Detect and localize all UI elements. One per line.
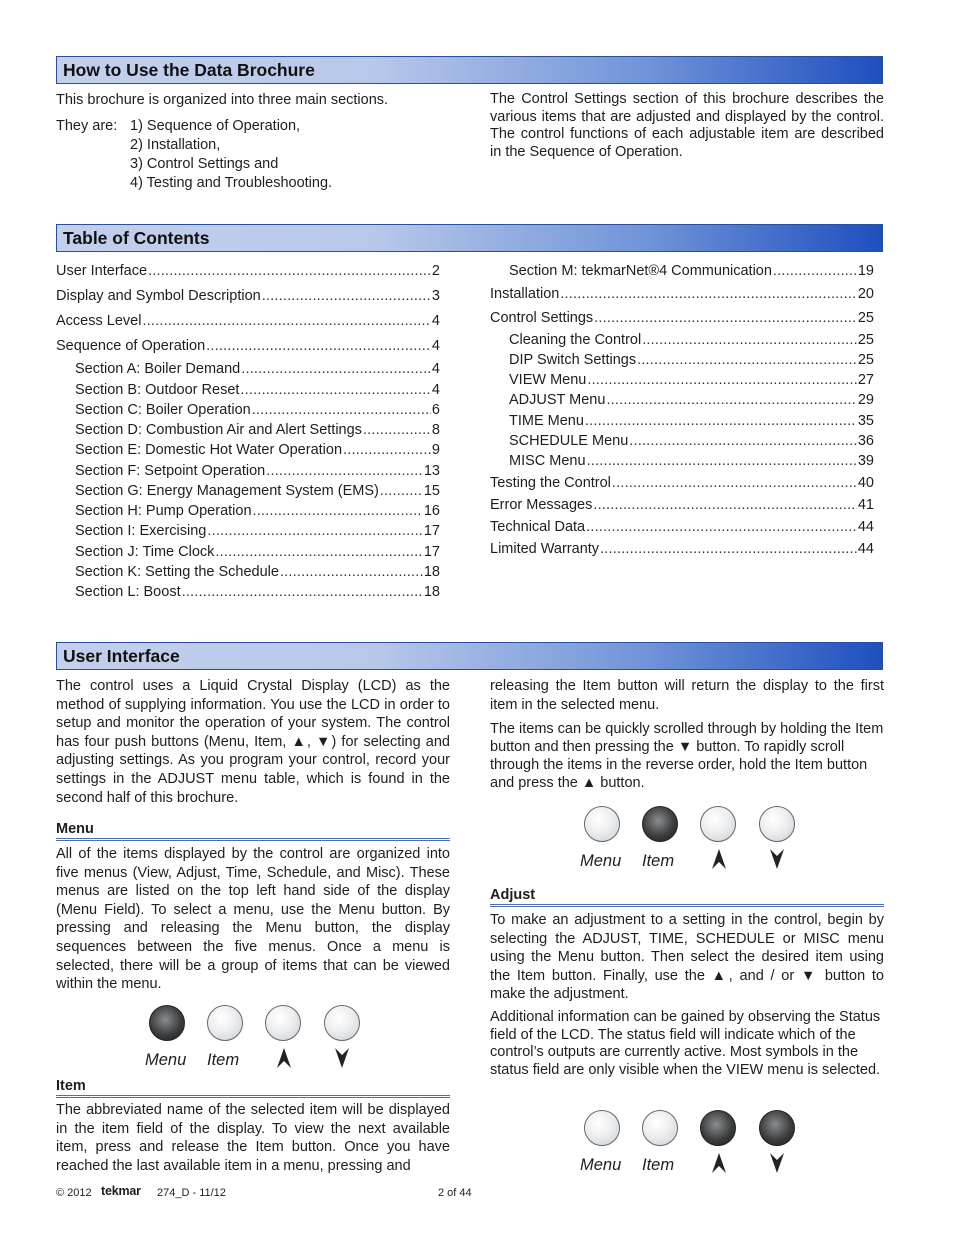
toc-entry-title: Testing the Control (490, 475, 611, 491)
toc-entry-page: 4 (431, 382, 440, 398)
up-button (265, 1005, 301, 1041)
toc-entry-title: Section H: Pump Operation (75, 503, 252, 519)
howto-item-2: 2) Installation, (130, 137, 221, 153)
right-toc-entry (509, 432, 874, 450)
left-toc-entry (75, 543, 440, 561)
button-diagram-item (575, 801, 805, 876)
footer-copyright: © 2012 (56, 1187, 92, 1199)
ui-right-paragraph-2: The items can be quickly scrolled through by holding the Item button and then pressing the ▼ button. To rapidly scroll through the items in the reverse order, hold the Item button and press the ▲ button. (490, 721, 884, 791)
toc-dot-leader (594, 309, 857, 327)
toc-entry-title: DIP Switch Settings (509, 352, 637, 368)
toc-entry-page: 4 (431, 313, 440, 329)
toc-dot-leader (262, 287, 431, 305)
left-toc-entry (56, 287, 440, 305)
toc-entry-page: 18 (423, 584, 440, 600)
button-diagram-menu (140, 1000, 370, 1075)
toc-entry-page: 4 (431, 361, 440, 377)
toc-dot-leader (587, 371, 857, 389)
menu-button (584, 806, 620, 842)
toc-entry-title: Installation (490, 286, 560, 302)
toc-entry-page: 17 (423, 544, 440, 560)
howto-heading: How to Use the Data Brochure (56, 56, 883, 84)
ui-heading: User Interface (56, 642, 883, 670)
menu-subheading: Menu (56, 821, 94, 837)
toc-entry-page: 36 (857, 433, 874, 449)
down-button (759, 806, 795, 842)
item-button (642, 1110, 678, 1146)
toc-entry-page: 3 (431, 288, 440, 304)
up-arrow-icon (711, 849, 727, 869)
right-toc-entry (490, 309, 874, 327)
toc-entry-page: 13 (423, 463, 440, 479)
howto-intro: This brochure is organized into three main sections. (56, 92, 389, 108)
right-toc-entry (509, 452, 874, 470)
down-arrow-icon (334, 1048, 350, 1068)
toc-entry-page: 44 (857, 541, 874, 557)
toc-dot-leader (585, 412, 857, 430)
toc-entry-title: ADJUST Menu (509, 392, 606, 408)
right-toc-entry (490, 285, 874, 303)
toc-entry-page: 16 (423, 503, 440, 519)
toc-entry-page: 2 (431, 263, 440, 279)
toc-entry-title: Section L: Boost (75, 584, 181, 600)
toc-entry-page: 39 (857, 453, 874, 469)
right-toc-entry (509, 371, 874, 389)
ui-intro-paragraph: The control uses a Liquid Crystal Display (LCD) as the method of supplying information. You use the LCD in order to setup and monitor the operation of your system. The control has four push buttons (Menu, Item, ▲, ▼) for selecting and adjusting settings. As you program your control, record your settings in the ADJUST menu table, which is found in the second half of this brochure. (56, 678, 450, 806)
toc-entry-title: Cleaning the Control (509, 332, 642, 348)
right-toc-entry (509, 262, 874, 280)
toc-dot-leader (241, 360, 431, 378)
toc-entry-title: Section B: Outdoor Reset (75, 382, 240, 398)
left-toc-entry (75, 502, 440, 520)
toc-entry-title: Error Messages (490, 497, 593, 513)
item-paragraph: The abbreviated name of the selected item will be displayed in the item field of the display. To view the next available item, press and release the Item button. Once you have reached the last available item in a menu, pressing and (56, 1102, 450, 1174)
menu-paragraph: All of the items displayed by the control are organized into five menus (View, Adjust, Time, Schedule, and Misc). These menus are listed on the top left hand side of the display (Menu Field). To select a menu, use the Menu button. By pressing and releasing the Menu button, the display sequences between the five menus. Once a menu is selected, there will be a group of items that can be viewed within the menu. (56, 846, 450, 993)
toc-dot-leader (280, 563, 423, 581)
toc-dot-leader (612, 474, 857, 492)
right-toc-entry (509, 351, 874, 369)
toc-entry-title: Section G: Energy Management System (EMS) (75, 483, 379, 499)
up-button (700, 806, 736, 842)
toc-entry-title: Section M: tekmarNet®4 Communication (509, 263, 772, 279)
toc-entry-title: Section J: Time Clock (75, 544, 215, 560)
right-toc-entry (509, 331, 874, 349)
toc-entry-page: 41 (857, 497, 874, 513)
adjust-subheading: Adjust (490, 887, 536, 903)
howto-item-4: 4) Testing and Troubleshooting. (130, 175, 333, 191)
toc-dot-leader (142, 312, 430, 330)
toc-entry-title: Section D: Combustion Air and Alert Settings (75, 422, 362, 438)
button-diagram-adjust (575, 1105, 805, 1180)
item-rule (56, 1095, 450, 1098)
howto-right-paragraph: The Control Settings section of this brochure describes the various items that are adjusted and displayed by the control. The control functions of each adjustable item are described in the Sequence of Operation. (490, 91, 884, 160)
left-toc-entry (75, 381, 440, 399)
down-button (759, 1110, 795, 1146)
toc-entry-title: Technical Data (490, 519, 586, 535)
toc-dot-leader (629, 432, 857, 450)
down-arrow-icon (769, 849, 785, 869)
left-toc-entry (75, 360, 440, 378)
toc-entry-page: 8 (431, 422, 440, 438)
toc-dot-leader (606, 391, 856, 409)
howto-item-1: 1) Sequence of Operation, (130, 118, 301, 134)
toc-dot-leader (206, 337, 431, 355)
toc-dot-leader (587, 452, 857, 470)
toc-entry-title: User Interface (56, 263, 148, 279)
right-toc-entry (490, 496, 874, 514)
toc-entry-title: Section C: Boiler Operation (75, 402, 251, 418)
menu-button (584, 1110, 620, 1146)
footer-page-number: 2 of 44 (438, 1187, 472, 1199)
toc-dot-leader (182, 583, 423, 601)
toc-dot-leader (363, 421, 431, 439)
left-toc-entry (75, 563, 440, 581)
toc-entry-title: Limited Warranty (490, 541, 600, 557)
toc-entry-page: 25 (857, 352, 874, 368)
menu-button-label: Menu (580, 852, 622, 870)
toc-entry-title: Control Settings (490, 310, 594, 326)
item-button (642, 806, 678, 842)
left-toc-entry (56, 312, 440, 330)
toc-dot-leader (148, 262, 431, 280)
down-button (324, 1005, 360, 1041)
toc-dot-leader (343, 441, 431, 459)
toc-entry-page: 6 (431, 402, 440, 418)
toc-dot-leader (207, 522, 422, 540)
adjust-paragraph-1: To make an adjustment to a setting in the control, begin by selecting the ADJUST, TIME, SCHEDULE or MISC menu using the Menu button. Then select the desired item using the Item button. Finally, use the ▲, and / or ▼ button to make the adjustment. (490, 912, 884, 1003)
toc-entry-page: 25 (857, 310, 874, 326)
toc-entry-title: Section A: Boiler Demand (75, 361, 241, 377)
toc-entry-page: 40 (857, 475, 874, 491)
right-toc-entry (490, 518, 874, 536)
toc-entry-title: VIEW Menu (509, 372, 587, 388)
toc-dot-leader (252, 401, 431, 419)
toc-entry-page: 29 (857, 392, 874, 408)
toc-entry-title: Section F: Setpoint Operation (75, 463, 266, 479)
item-button-label: Item (642, 852, 675, 870)
menu-rule (56, 838, 450, 841)
left-toc-entry (75, 441, 440, 459)
toc-entry-title: Access Level (56, 313, 142, 329)
up-arrow-icon (276, 1048, 292, 1068)
toc-dot-leader (642, 331, 857, 349)
item-subheading: Item (56, 1078, 86, 1094)
toc-dot-leader (380, 482, 423, 500)
toc-entry-page: 35 (857, 413, 874, 429)
toc-dot-leader (253, 502, 423, 520)
menu-button-label: Menu (145, 1051, 187, 1069)
toc-dot-leader (637, 351, 857, 369)
toc-entry-title: Sequence of Operation (56, 338, 206, 354)
toc-entry-title: Display and Symbol Description (56, 288, 261, 304)
howto-they-are: They are: (56, 118, 118, 134)
toc-entry-page: 15 (423, 483, 440, 499)
item-button (207, 1005, 243, 1041)
howto-item-3: 3) Control Settings and (130, 156, 279, 172)
toc-entry-page: 27 (857, 372, 874, 388)
up-button (700, 1110, 736, 1146)
left-toc-entry (75, 482, 440, 500)
right-toc-entry (509, 412, 874, 430)
item-button-label: Item (207, 1051, 240, 1069)
toc-entry-title: Section E: Domestic Hot Water Operation (75, 442, 343, 458)
menu-button-label: Menu (580, 1156, 622, 1174)
toc-dot-leader (773, 262, 857, 280)
toc-entry-title: TIME Menu (509, 413, 584, 429)
adjust-paragraph-2: Additional information can be gained by observing the Status field of the LCD. The status field will indicate which of the control’s outputs are currently active. Most symbols in the status field are only visible when the VIEW menu is selected. (490, 1009, 881, 1078)
toc-entry-page: 9 (431, 442, 440, 458)
toc-entry-page: 19 (857, 263, 874, 279)
left-toc-entry (56, 337, 440, 355)
toc-dot-leader (215, 543, 422, 561)
footer-brand-logo: tekmar (101, 1184, 141, 1198)
toc-entry-page: 17 (423, 523, 440, 539)
toc-dot-leader (560, 285, 857, 303)
toc-entry-page: 25 (857, 332, 874, 348)
toc-dot-leader (266, 462, 423, 480)
toc-heading: Table of Contents (56, 224, 883, 252)
right-toc-entry (509, 391, 874, 409)
toc-entry-title: Section I: Exercising (75, 523, 207, 539)
toc-entry-title: SCHEDULE Menu (509, 433, 629, 449)
toc-entry-title: Section K: Setting the Schedule (75, 564, 279, 580)
toc-entry-title: MISC Menu (509, 453, 586, 469)
left-toc-entry (75, 421, 440, 439)
left-toc-entry (56, 262, 440, 280)
toc-entry-page: 44 (857, 519, 874, 535)
ui-right-paragraph-1: releasing the Item button will return the display to the first item in the selected menu. (490, 678, 884, 713)
toc-entry-page: 4 (431, 338, 440, 354)
toc-dot-leader (240, 381, 431, 399)
adjust-rule (490, 904, 884, 907)
toc-dot-leader (593, 496, 857, 514)
toc-entry-page: 20 (857, 286, 874, 302)
menu-button (149, 1005, 185, 1041)
left-toc-entry (75, 583, 440, 601)
down-arrow-icon (769, 1153, 785, 1173)
right-toc-entry (490, 474, 874, 492)
right-toc-entry (490, 540, 874, 558)
toc-entry-page: 18 (423, 564, 440, 580)
toc-dot-leader (600, 540, 857, 558)
left-toc-entry (75, 401, 440, 419)
item-button-label: Item (642, 1156, 675, 1174)
left-toc-entry (75, 462, 440, 480)
left-toc-entry (75, 522, 440, 540)
toc-dot-leader (586, 518, 857, 536)
up-arrow-icon (711, 1153, 727, 1173)
footer-doc-number: 274_D - 11/12 (157, 1187, 226, 1199)
